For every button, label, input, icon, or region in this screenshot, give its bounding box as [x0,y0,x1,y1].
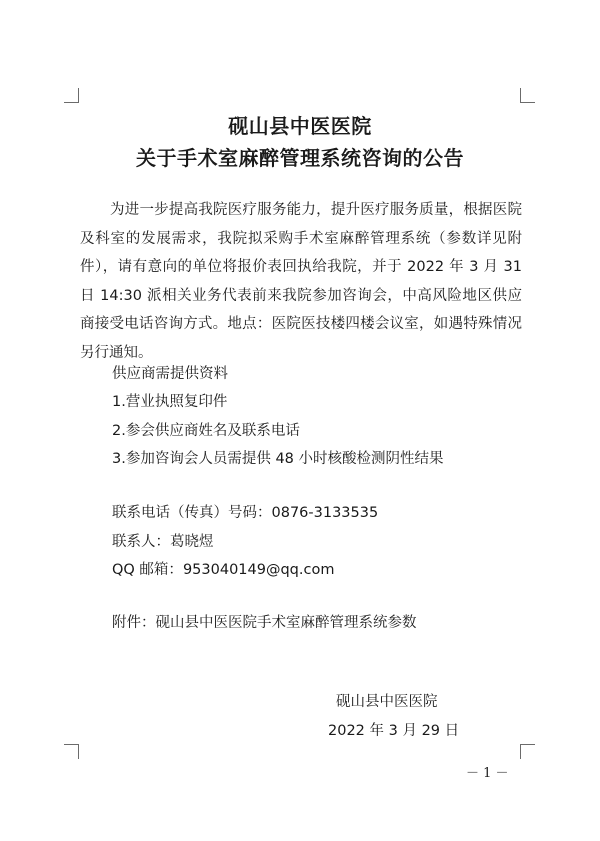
crop-mark-top-right [520,88,535,103]
supplier-item-3: 3.参加咨询会人员需提供 48 小时核酸检测阴性结果 [112,451,444,467]
document-title-subject: 关于手术室麻醉管理系统咨询的公告 [136,146,464,170]
document-title-org: 砚山县中医医院 [228,114,372,138]
page-number: － 1 － [466,766,509,781]
attachment-note: 附件：砚山县中医医院手术室麻醉管理系统参数 [112,615,417,631]
crop-mark-bottom-right [520,744,535,759]
qq-label: QQ 邮箱： [112,562,183,578]
supplier-item-2: 2.参会供应商姓名及联系电话 [112,423,300,439]
supplier-item-1: 1.营业执照复印件 [112,394,228,410]
signature-date: 2022 年 3 月 29 日 [328,723,460,739]
intro-paragraph: 为进一步提高我院医疗服务能力，提升医疗服务质量，根据医院及科室的发展需求，我院拟采购手术室麻醉管理系统（参数详见附件），请有意向的单位将报价表回执给我院，并于 2022 年 3 月 31 日 14:30 派相关业务代表前来我院参加咨询会，中高风险地区供应商接受电话咨询方式。地点：医院医技楼四楼会议室，如遇特殊情况另行通知。 [80,202,522,361]
qq-email-link[interactable]: 953040149@qq.com [182,562,335,578]
signature-org: 砚山县中医医院 [336,694,438,710]
crop-mark-bottom-left [64,744,79,759]
contact-person: 联系人：葛晓煜 [112,534,214,550]
contact-phone: 联系电话（传真）号码：0876-3133535 [112,505,379,521]
crop-mark-top-left [64,88,79,103]
supplier-heading: 供应商需提供资料 [112,366,228,382]
contact-qq-email [112,558,334,579]
